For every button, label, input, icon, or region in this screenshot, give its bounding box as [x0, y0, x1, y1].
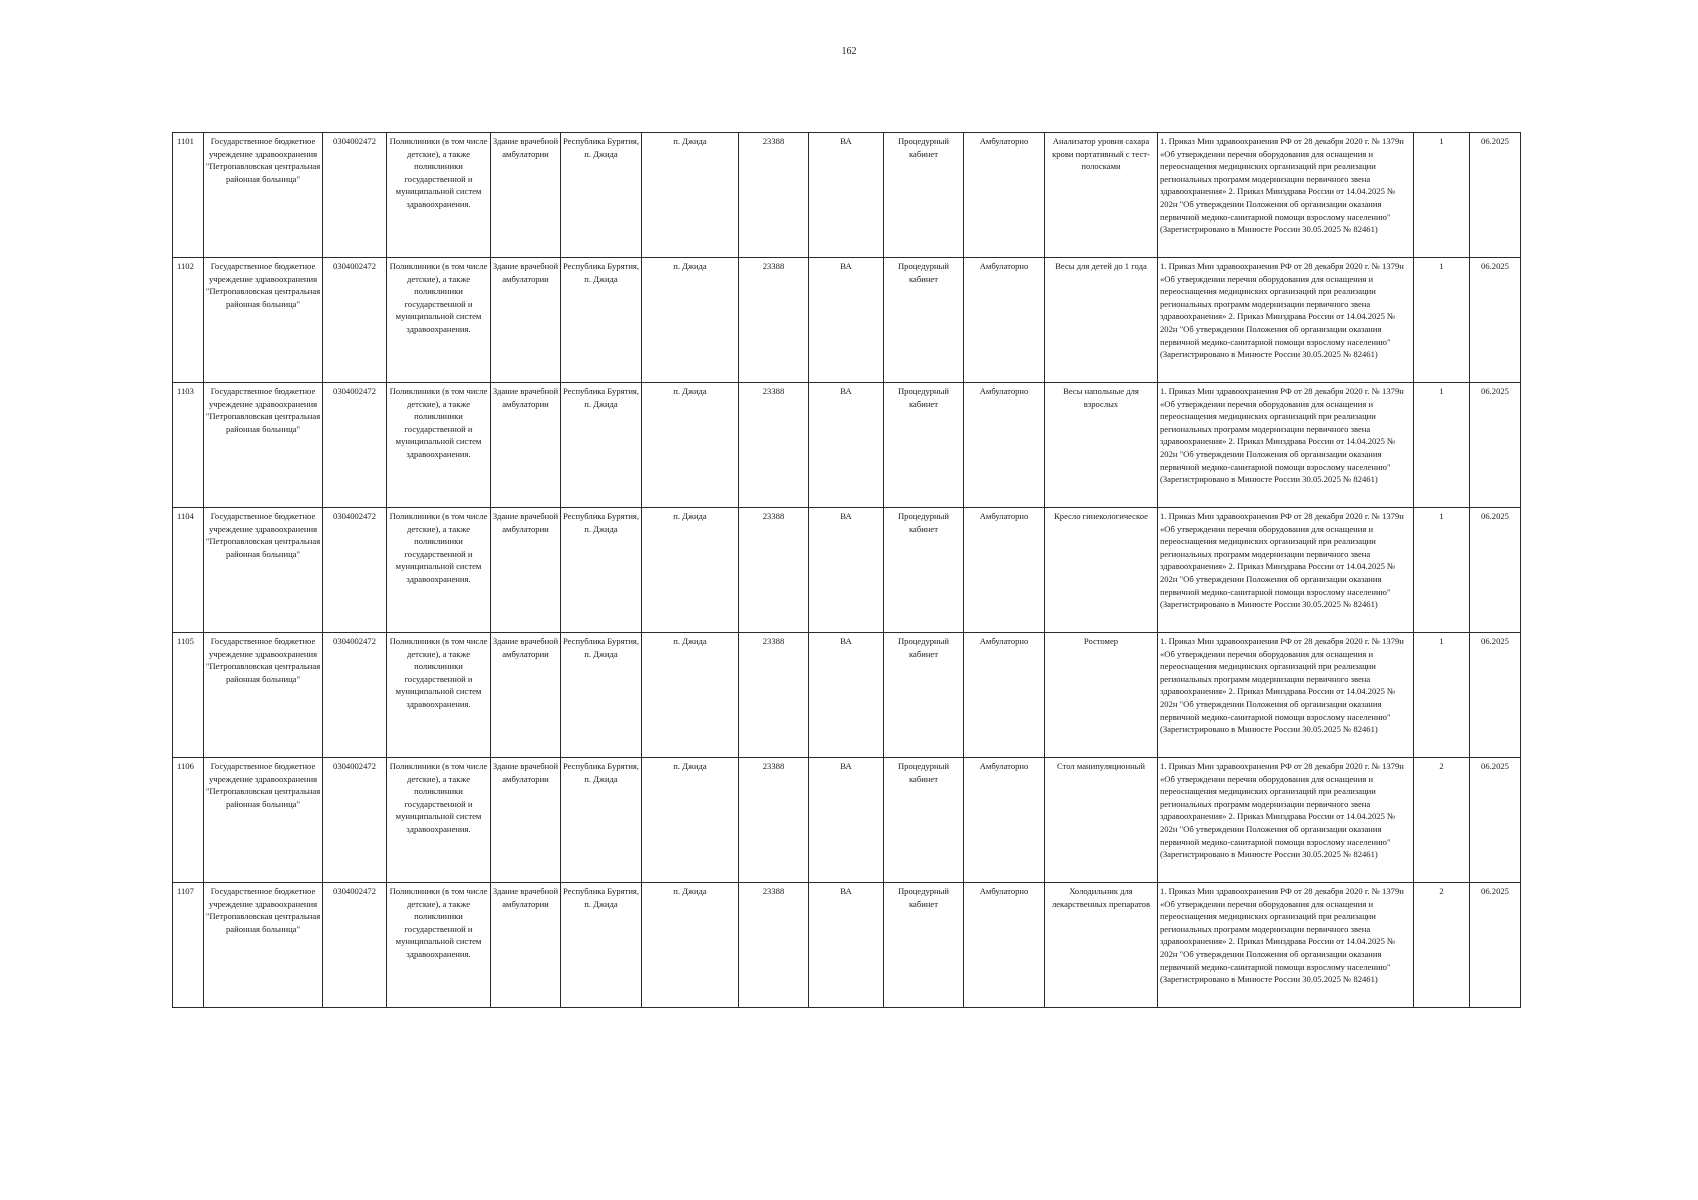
cell-region: Республика Бурятия, п. Джида [561, 508, 642, 633]
cell-legal-basis: 1. Приказ Мин здравоохранения РФ от 28 декабря 2020 г. № 1379н «Об утверждении перечня оборудования для оснащения и переоснащения медицинских организаций при реализации региональных программ модернизации первичного звена здравоохранения» 2. Приказ Минздрава России от 14.04.2025 № 202н "Об утверждении Положения об организации оказания первичной медико-санитарной помощи взрослому населению" (Зарегистрировано в Минюсте России 30.05.2025 № 82461) [1158, 133, 1414, 258]
cell-date: 06.2025 [1470, 133, 1521, 258]
cell-locality: п. Джида [642, 633, 739, 758]
cell-building: Здание врачебной амбулатории [491, 133, 561, 258]
cell-institution: Государственное бюджетное учреждение здравоохранения "Петропавловская центральная районная больница" [204, 758, 323, 883]
cell-room: Процедурный кабинет [884, 508, 964, 633]
cell-organization-type: Поликлиники (в том числе детские), а также поликлиники государственной и муниципальной систем здравоохранения. [387, 133, 491, 258]
cell-equipment: Кресло гинекологическое [1045, 508, 1158, 633]
cell-room: Процедурный кабинет [884, 383, 964, 508]
cell-institution: Государственное бюджетное учреждение здравоохранения "Петропавловская центральная районная больница" [204, 883, 323, 1008]
cell-date: 06.2025 [1470, 258, 1521, 383]
equipment-table [172, 132, 1521, 1008]
cell-quantity: 1 [1414, 508, 1470, 633]
table-row [173, 758, 1521, 883]
cell-room: Процедурный кабинет [884, 758, 964, 883]
cell-date: 06.2025 [1470, 883, 1521, 1008]
cell-locality: п. Джида [642, 383, 739, 508]
cell-building: Здание врачебной амбулатории [491, 508, 561, 633]
cell-region: Республика Бурятия, п. Джида [561, 758, 642, 883]
cell-code: 23388 [739, 883, 809, 1008]
table-row [173, 258, 1521, 383]
cell-category: ВА [809, 508, 884, 633]
cell-date: 06.2025 [1470, 758, 1521, 883]
cell-code: 23388 [739, 383, 809, 508]
cell-code: 23388 [739, 508, 809, 633]
cell-organization-type: Поликлиники (в том числе детские), а также поликлиники государственной и муниципальной систем здравоохранения. [387, 758, 491, 883]
cell-locality: п. Джида [642, 508, 739, 633]
cell-institution: Государственное бюджетное учреждение здравоохранения "Петропавловская центральная районная больница" [204, 258, 323, 383]
cell-care-form: Амбулаторно [964, 883, 1045, 1008]
table-row [173, 508, 1521, 633]
cell-inn: 0304002472 [323, 508, 387, 633]
cell-row-number: 1105 [173, 633, 204, 758]
cell-region: Республика Бурятия, п. Джида [561, 633, 642, 758]
cell-equipment: Ростомер [1045, 633, 1158, 758]
cell-row-number: 1101 [173, 133, 204, 258]
cell-locality: п. Джида [642, 258, 739, 383]
cell-building: Здание врачебной амбулатории [491, 758, 561, 883]
cell-inn: 0304002472 [323, 633, 387, 758]
cell-region: Республика Бурятия, п. Джида [561, 383, 642, 508]
cell-inn: 0304002472 [323, 133, 387, 258]
cell-row-number: 1102 [173, 258, 204, 383]
cell-care-form: Амбулаторно [964, 383, 1045, 508]
cell-institution: Государственное бюджетное учреждение здравоохранения "Петропавловская центральная районная больница" [204, 133, 323, 258]
cell-room: Процедурный кабинет [884, 258, 964, 383]
cell-equipment: Стол манипуляционный [1045, 758, 1158, 883]
cell-inn: 0304002472 [323, 883, 387, 1008]
cell-building: Здание врачебной амбулатории [491, 258, 561, 383]
cell-legal-basis: 1. Приказ Мин здравоохранения РФ от 28 декабря 2020 г. № 1379н «Об утверждении перечня оборудования для оснащения и переоснащения медицинских организаций при реализации региональных программ модернизации первичного звена здравоохранения» 2. Приказ Минздрава России от 14.04.2025 № 202н "Об утверждении Положения об организации оказания первичной медико-санитарной помощи взрослому населению" (Зарегистрировано в Минюсте России 30.05.2025 № 82461) [1158, 258, 1414, 383]
cell-room: Процедурный кабинет [884, 883, 964, 1008]
cell-care-form: Амбулаторно [964, 508, 1045, 633]
cell-care-form: Амбулаторно [964, 633, 1045, 758]
cell-region: Республика Бурятия, п. Джида [561, 883, 642, 1008]
cell-building: Здание врачебной амбулатории [491, 383, 561, 508]
cell-row-number: 1103 [173, 383, 204, 508]
cell-row-number: 1104 [173, 508, 204, 633]
cell-region: Республика Бурятия, п. Джида [561, 133, 642, 258]
cell-organization-type: Поликлиники (в том числе детские), а также поликлиники государственной и муниципальной систем здравоохранения. [387, 508, 491, 633]
cell-inn: 0304002472 [323, 258, 387, 383]
cell-quantity: 1 [1414, 133, 1470, 258]
cell-room: Процедурный кабинет [884, 633, 964, 758]
cell-quantity: 1 [1414, 383, 1470, 508]
cell-date: 06.2025 [1470, 508, 1521, 633]
cell-building: Здание врачебной амбулатории [491, 883, 561, 1008]
cell-organization-type: Поликлиники (в том числе детские), а также поликлиники государственной и муниципальной систем здравоохранения. [387, 383, 491, 508]
cell-category: ВА [809, 633, 884, 758]
cell-category: ВА [809, 383, 884, 508]
cell-room: Процедурный кабинет [884, 133, 964, 258]
cell-equipment: Холодильник для лекарственных препаратов [1045, 883, 1158, 1008]
cell-legal-basis: 1. Приказ Мин здравоохранения РФ от 28 декабря 2020 г. № 1379н «Об утверждении перечня оборудования для оснащения и переоснащения медицинских организаций при реализации региональных программ модернизации первичного звена здравоохранения» 2. Приказ Минздрава России от 14.04.2025 № 202н "Об утверждении Положения об организации оказания первичной медико-санитарной помощи взрослому населению" (Зарегистрировано в Минюсте России 30.05.2025 № 82461) [1158, 758, 1414, 883]
cell-code: 23388 [739, 258, 809, 383]
cell-care-form: Амбулаторно [964, 758, 1045, 883]
cell-code: 23388 [739, 133, 809, 258]
cell-category: ВА [809, 258, 884, 383]
cell-code: 23388 [739, 758, 809, 883]
table-row [173, 383, 1521, 508]
cell-quantity: 2 [1414, 758, 1470, 883]
cell-legal-basis: 1. Приказ Мин здравоохранения РФ от 28 декабря 2020 г. № 1379н «Об утверждении перечня оборудования для оснащения и переоснащения медицинских организаций при реализации региональных программ модернизации первичного звена здравоохранения» 2. Приказ Минздрава России от 14.04.2025 № 202н "Об утверждении Положения об организации оказания первичной медико-санитарной помощи взрослому населению" (Зарегистрировано в Минюсте России 30.05.2025 № 82461) [1158, 508, 1414, 633]
cell-organization-type: Поликлиники (в том числе детские), а также поликлиники государственной и муниципальной систем здравоохранения. [387, 258, 491, 383]
page-number: 162 [841, 46, 857, 57]
cell-locality: п. Джида [642, 758, 739, 883]
cell-legal-basis: 1. Приказ Мин здравоохранения РФ от 28 декабря 2020 г. № 1379н «Об утверждении перечня оборудования для оснащения и переоснащения медицинских организаций при реализации региональных программ модернизации первичного звена здравоохранения» 2. Приказ Минздрава России от 14.04.2025 № 202н "Об утверждении Положения об организации оказания первичной медико-санитарной помощи взрослому населению" (Зарегистрировано в Минюсте России 30.05.2025 № 82461) [1158, 883, 1414, 1008]
cell-care-form: Амбулаторно [964, 258, 1045, 383]
cell-category: ВА [809, 133, 884, 258]
cell-row-number: 1107 [173, 883, 204, 1008]
cell-date: 06.2025 [1470, 633, 1521, 758]
cell-equipment: Весы для детей до 1 года [1045, 258, 1158, 383]
cell-legal-basis: 1. Приказ Мин здравоохранения РФ от 28 декабря 2020 г. № 1379н «Об утверждении перечня оборудования для оснащения и переоснащения медицинских организаций при реализации региональных программ модернизации первичного звена здравоохранения» 2. Приказ Минздрава России от 14.04.2025 № 202н "Об утверждении Положения об организации оказания первичной медико-санитарной помощи взрослому населению" (Зарегистрировано в Минюсте России 30.05.2025 № 82461) [1158, 633, 1414, 758]
table-row [173, 133, 1521, 258]
cell-legal-basis: 1. Приказ Мин здравоохранения РФ от 28 декабря 2020 г. № 1379н «Об утверждении перечня оборудования для оснащения и переоснащения медицинских организаций при реализации региональных программ модернизации первичного звена здравоохранения» 2. Приказ Минздрава России от 14.04.2025 № 202н "Об утверждении Положения об организации оказания первичной медико-санитарной помощи взрослому населению" (Зарегистрировано в Минюсте России 30.05.2025 № 82461) [1158, 383, 1414, 508]
cell-equipment: Весы напольные для взрослых [1045, 383, 1158, 508]
cell-quantity: 1 [1414, 633, 1470, 758]
cell-code: 23388 [739, 633, 809, 758]
cell-quantity: 1 [1414, 258, 1470, 383]
cell-quantity: 2 [1414, 883, 1470, 1008]
cell-row-number: 1106 [173, 758, 204, 883]
cell-date: 06.2025 [1470, 383, 1521, 508]
cell-category: ВА [809, 758, 884, 883]
cell-equipment: Анализатор уровня сахара крови портативный с тест-полосками [1045, 133, 1158, 258]
cell-institution: Государственное бюджетное учреждение здравоохранения "Петропавловская центральная районная больница" [204, 633, 323, 758]
cell-organization-type: Поликлиники (в том числе детские), а также поликлиники государственной и муниципальной систем здравоохранения. [387, 633, 491, 758]
cell-institution: Государственное бюджетное учреждение здравоохранения "Петропавловская центральная районная больница" [204, 508, 323, 633]
cell-inn: 0304002472 [323, 758, 387, 883]
cell-building: Здание врачебной амбулатории [491, 633, 561, 758]
table-row [173, 883, 1521, 1008]
cell-organization-type: Поликлиники (в том числе детские), а также поликлиники государственной и муниципальной систем здравоохранения. [387, 883, 491, 1008]
table-row [173, 633, 1521, 758]
cell-care-form: Амбулаторно [964, 133, 1045, 258]
cell-inn: 0304002472 [323, 383, 387, 508]
cell-region: Республика Бурятия, п. Джида [561, 258, 642, 383]
cell-locality: п. Джида [642, 883, 739, 1008]
cell-category: ВА [809, 883, 884, 1008]
cell-institution: Государственное бюджетное учреждение здравоохранения "Петропавловская центральная районная больница" [204, 383, 323, 508]
cell-locality: п. Джида [642, 133, 739, 258]
